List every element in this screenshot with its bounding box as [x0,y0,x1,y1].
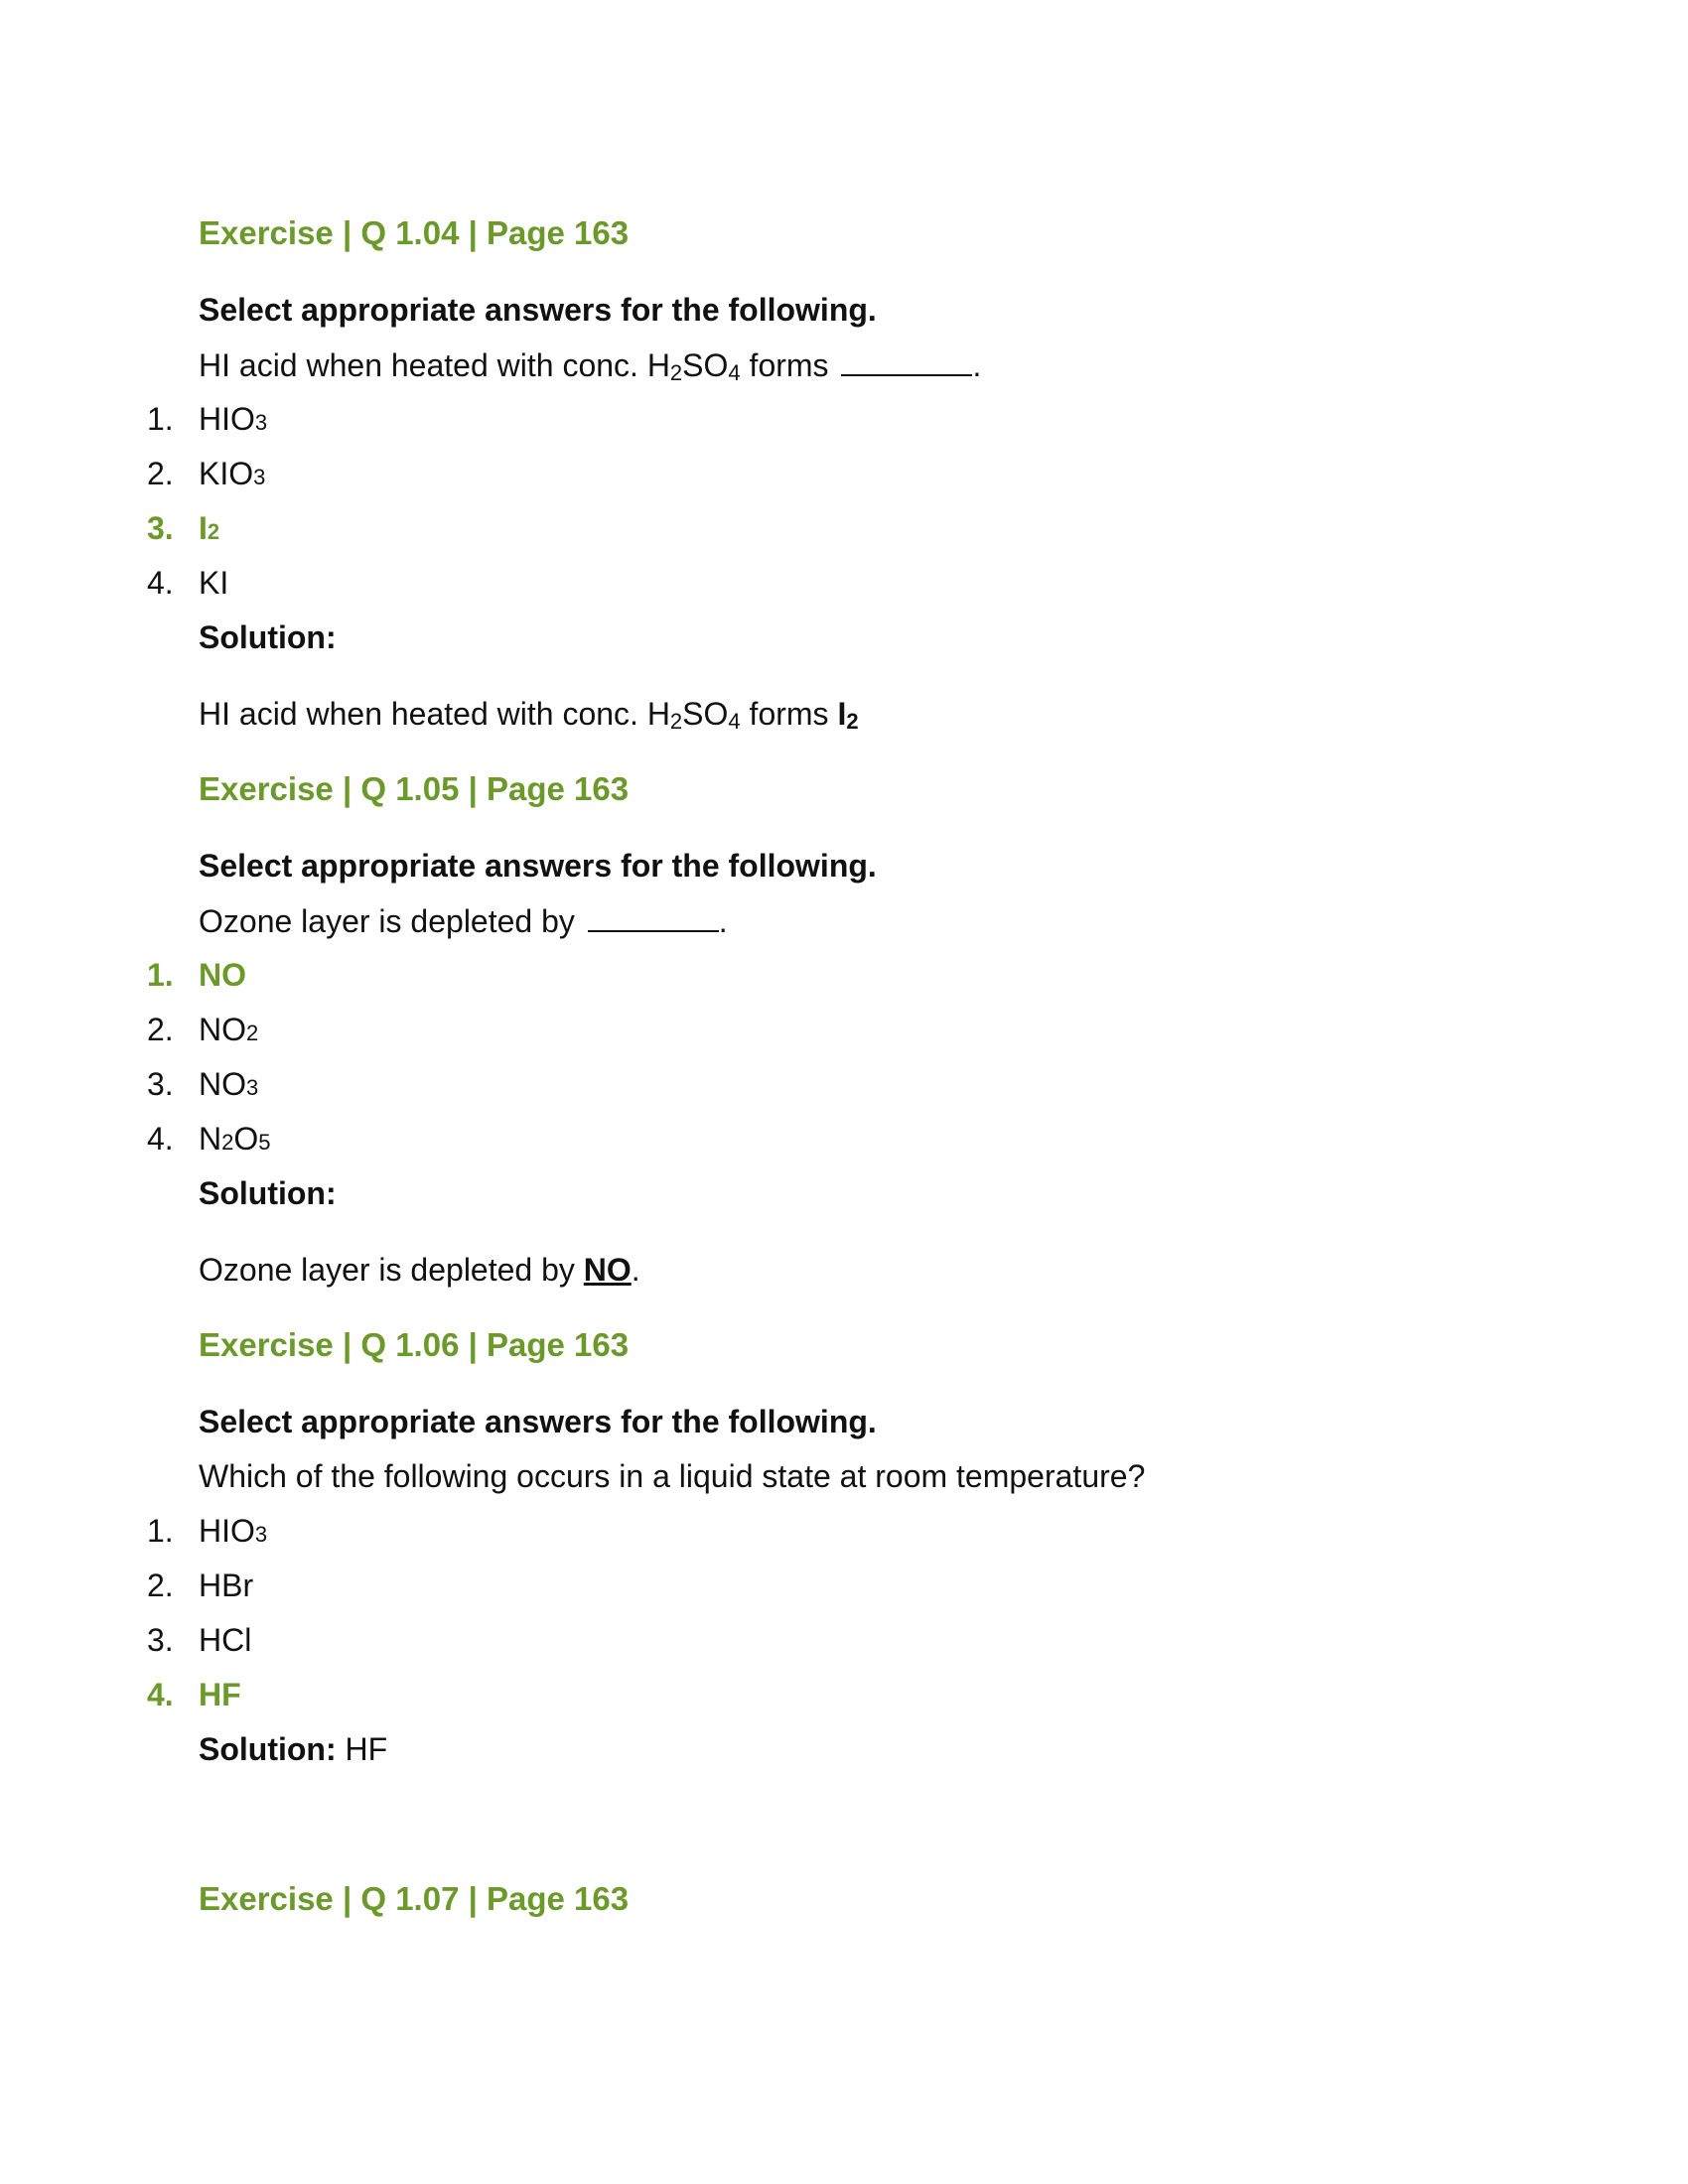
option-q105-1-correct [147,959,246,991]
option-q104-2 [147,458,265,489]
option-text: O [233,1121,259,1157]
option-number: 4. [147,565,174,601]
option-text: NO [199,1012,246,1047]
option-number: 1. [147,401,174,437]
solution-answer [837,696,858,732]
answer-blank [588,904,719,932]
option-number: 1. [147,1513,174,1549]
option-number: 2. [147,1012,174,1047]
option-number: 4. [147,1677,174,1712]
option-q105-2 [147,1014,258,1045]
question-end: . [972,347,982,383]
option-q104-1 [147,403,267,435]
option-number: 2. [147,1568,174,1603]
option-number: 2. [147,456,174,491]
solution-text-q104 [199,698,859,733]
subscript: 3 [254,410,268,435]
subscript: 2 [846,709,859,734]
option-text: N [199,1121,222,1157]
option-q106-4-correct [147,1679,241,1710]
solution-label-q104: Solution: [199,619,337,655]
option-q106-3 [147,1624,251,1656]
solution-suffix: forms [740,696,838,732]
option-text: NO [199,957,246,993]
option-number: 1. [147,957,174,993]
exercise-heading-q107: Exercise | Q 1.07 | Page 163 [199,1880,630,1917]
question-text-q105 [199,904,728,937]
exercise-heading-q104: Exercise | Q 1.04 | Page 163 [199,214,630,251]
option-number: 4. [147,1121,174,1157]
option-text: HIO [199,1513,255,1549]
option-text: I [199,510,208,546]
solution-end: . [631,1252,640,1288]
question-suffix: forms [740,347,838,383]
option-q106-2 [147,1570,253,1601]
option-q105-3 [147,1068,258,1100]
option-number: 3. [147,1622,174,1658]
solution-label-q105: Solution: [199,1175,337,1211]
question-text-q104 [199,348,981,384]
subscript: 2 [221,1130,234,1155]
option-text: NO [199,1066,246,1102]
solution-answer-text: I [837,696,847,732]
option-text: HBr [199,1568,254,1603]
solution-text-q105 [199,1254,640,1286]
exercise-heading-q106: Exercise | Q 1.06 | Page 163 [199,1326,630,1363]
option-q105-4 [147,1123,271,1155]
question-prefix: Ozone layer is depleted by [199,903,584,939]
option-text: KI [199,565,229,601]
solution-q106 [199,1733,387,1765]
option-number: 3. [147,510,174,546]
instruction-q105: Select appropriate answers for the following. [199,848,877,884]
question-text-q106: Which of the following occurs in a liquid state at room temperature? [199,1458,1146,1494]
question-mid: SO [682,347,729,383]
subscript: 2 [246,1021,259,1045]
question-end: . [718,903,728,939]
subscript: 3 [246,1075,259,1100]
instruction-q104: Select appropriate answers for the following. [199,292,877,328]
solution-label-q106: Solution: [199,1731,337,1767]
solution-prefix: Ozone layer is depleted by [199,1252,584,1288]
option-number: 3. [147,1066,174,1102]
subscript: 2 [669,709,683,734]
solution-mid: SO [682,696,729,732]
subscript: 2 [669,360,683,385]
option-text: KIO [199,456,254,491]
option-q104-3-correct [147,512,219,544]
option-q106-1 [147,1515,267,1547]
subscript: 4 [728,709,741,734]
subscript: 3 [254,1522,268,1547]
option-text: HF [199,1677,241,1712]
solution-answer: HF [345,1731,388,1767]
subscript: 5 [258,1130,271,1155]
subscript: 3 [253,465,266,489]
option-text: HCl [199,1622,252,1658]
option-text: HIO [199,401,255,437]
option-q104-4 [147,567,228,599]
instruction-q106: Select appropriate answers for the following. [199,1404,877,1439]
solution-answer: NO [583,1252,632,1288]
subscript: 4 [728,360,741,385]
question-prefix: HI acid when heated with conc. H [199,347,670,383]
solution-prefix: HI acid when heated with conc. H [199,696,670,732]
exercise-heading-q105: Exercise | Q 1.05 | Page 163 [199,770,630,807]
answer-blank [841,348,972,376]
subscript: 2 [207,519,220,544]
